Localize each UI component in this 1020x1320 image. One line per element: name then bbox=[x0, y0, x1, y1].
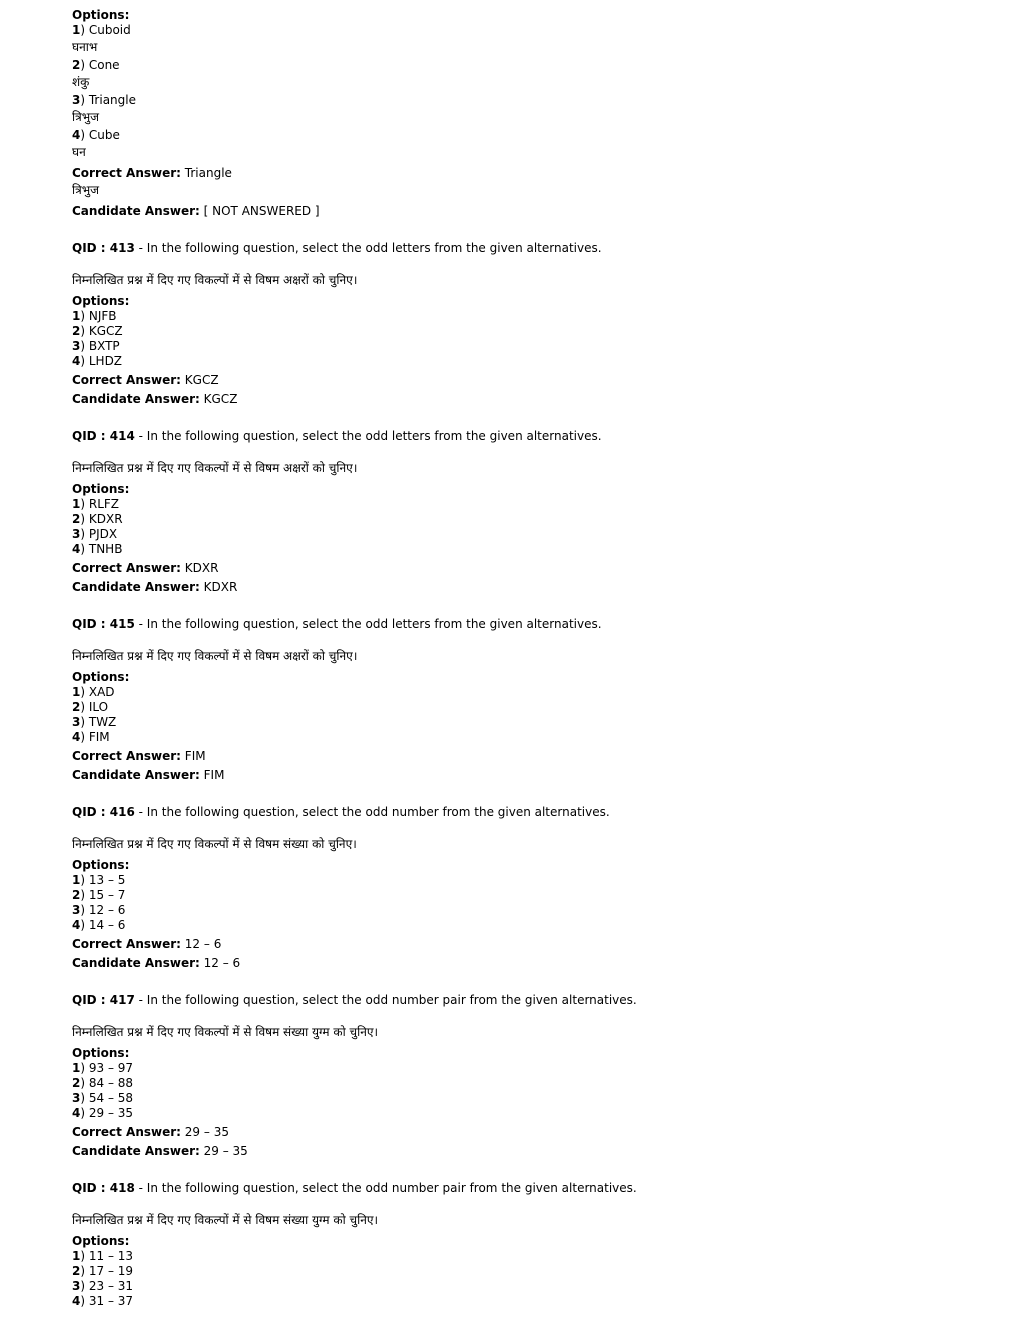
document-page bbox=[72, 8, 972, 1309]
question-block bbox=[72, 1181, 972, 1309]
question-block bbox=[72, 429, 972, 595]
option-item: 2) KGCZ bbox=[72, 324, 123, 338]
candidate-answer: Candidate Answer: FIM bbox=[72, 768, 225, 782]
option-item: 4) Cube bbox=[72, 128, 120, 142]
option-item: 2) KDXR bbox=[72, 512, 123, 526]
option-item: 3) Triangle bbox=[72, 93, 136, 107]
option-item: 1) NJFB bbox=[72, 309, 117, 323]
option-item: 2) 17 – 19 bbox=[72, 1264, 134, 1278]
options-label: Options: bbox=[72, 482, 130, 496]
question-header: QID : 413 - In the following question, select the odd letters from the given alternatives. bbox=[72, 241, 602, 255]
question-hindi: निम्नलिखित प्रश्न में दिए गए विकल्पों में से विषम संख्या युग्म को चुनिए। bbox=[72, 1025, 379, 1039]
option-hindi: घनाभ bbox=[72, 40, 98, 54]
option-item: 4) FIM bbox=[72, 730, 110, 744]
candidate-answer: Candidate Answer: KGCZ bbox=[72, 392, 238, 406]
option-item: 3) 54 – 58 bbox=[72, 1091, 134, 1105]
question-block bbox=[72, 617, 972, 783]
correct-answer: Correct Answer: FIM bbox=[72, 749, 206, 763]
question-header: QID : 416 - In the following question, select the odd number from the given alternatives. bbox=[72, 805, 610, 819]
question-header: QID : 415 - In the following question, select the odd letters from the given alternatives. bbox=[72, 617, 602, 631]
option-item: 1) 11 – 13 bbox=[72, 1249, 134, 1263]
option-item: 3) 23 – 31 bbox=[72, 1279, 134, 1293]
option-item: 1) RLFZ bbox=[72, 497, 120, 511]
correct-answer: Correct Answer: KGCZ bbox=[72, 373, 219, 387]
question-hindi: निम्नलिखित प्रश्न में दिए गए विकल्पों में से विषम अक्षरों को चुनिए। bbox=[72, 461, 358, 475]
option-item: 1) Cuboid bbox=[72, 23, 131, 37]
option-item: 3) 12 – 6 bbox=[72, 903, 126, 917]
correct-answer: Correct Answer: Triangle bbox=[72, 166, 232, 180]
option-item: 4) 31 – 37 bbox=[72, 1294, 134, 1308]
previous-question-tail bbox=[72, 8, 972, 219]
option-item: 3) BXTP bbox=[72, 339, 120, 353]
options-label: Options: bbox=[72, 670, 130, 684]
option-item: 4) 14 – 6 bbox=[72, 918, 126, 932]
options-label: Options: bbox=[72, 294, 130, 308]
candidate-answer: Candidate Answer: KDXR bbox=[72, 580, 238, 594]
option-item: 2) 84 – 88 bbox=[72, 1076, 134, 1090]
candidate-answer: Candidate Answer: 12 – 6 bbox=[72, 956, 241, 970]
correct-answer: Correct Answer: KDXR bbox=[72, 561, 219, 575]
options-label: Options: bbox=[72, 1234, 130, 1248]
option-item: 1) XAD bbox=[72, 685, 115, 699]
option-item: 2) 15 – 7 bbox=[72, 888, 126, 902]
correct-answer: Correct Answer: 29 – 35 bbox=[72, 1125, 229, 1139]
option-item: 1) 13 – 5 bbox=[72, 873, 126, 887]
question-header: QID : 417 - In the following question, select the odd number pair from the given alternatives. bbox=[72, 993, 637, 1007]
option-item: 2) ILO bbox=[72, 700, 109, 714]
question-block bbox=[72, 241, 972, 407]
option-item: 4) 29 – 35 bbox=[72, 1106, 134, 1120]
option-hindi: शंकु bbox=[72, 75, 90, 89]
correct-answer-hindi: त्रिभुज bbox=[72, 183, 100, 197]
question-header: QID : 414 - In the following question, select the odd letters from the given alternatives. bbox=[72, 429, 602, 443]
option-item: 3) TWZ bbox=[72, 715, 117, 729]
candidate-answer: Candidate Answer: [ NOT ANSWERED ] bbox=[72, 204, 320, 218]
question-hindi: निम्नलिखित प्रश्न में दिए गए विकल्पों में से विषम संख्या युग्म को चुनिए। bbox=[72, 1213, 379, 1227]
question-hindi: निम्नलिखित प्रश्न में दिए गए विकल्पों में से विषम अक्षरों को चुनिए। bbox=[72, 273, 358, 287]
options-label: Options: bbox=[72, 8, 130, 22]
option-item: 2) Cone bbox=[72, 58, 120, 72]
question-header: QID : 418 - In the following question, select the odd number pair from the given alternatives. bbox=[72, 1181, 637, 1195]
candidate-answer: Candidate Answer: 29 – 35 bbox=[72, 1144, 248, 1158]
option-item: 4) LHDZ bbox=[72, 354, 123, 368]
option-item: 4) TNHB bbox=[72, 542, 123, 556]
options-label: Options: bbox=[72, 858, 130, 872]
options-label: Options: bbox=[72, 1046, 130, 1060]
option-hindi: त्रिभुज bbox=[72, 110, 100, 124]
option-item: 3) PJDX bbox=[72, 527, 118, 541]
question-block bbox=[72, 805, 972, 971]
option-item: 1) 93 – 97 bbox=[72, 1061, 134, 1075]
question-hindi: निम्नलिखित प्रश्न में दिए गए विकल्पों में से विषम संख्या को चुनिए। bbox=[72, 837, 357, 851]
question-block bbox=[72, 993, 972, 1159]
question-hindi: निम्नलिखित प्रश्न में दिए गए विकल्पों में से विषम अक्षरों को चुनिए। bbox=[72, 649, 358, 663]
option-hindi: घन bbox=[72, 145, 86, 159]
correct-answer: Correct Answer: 12 – 6 bbox=[72, 937, 222, 951]
